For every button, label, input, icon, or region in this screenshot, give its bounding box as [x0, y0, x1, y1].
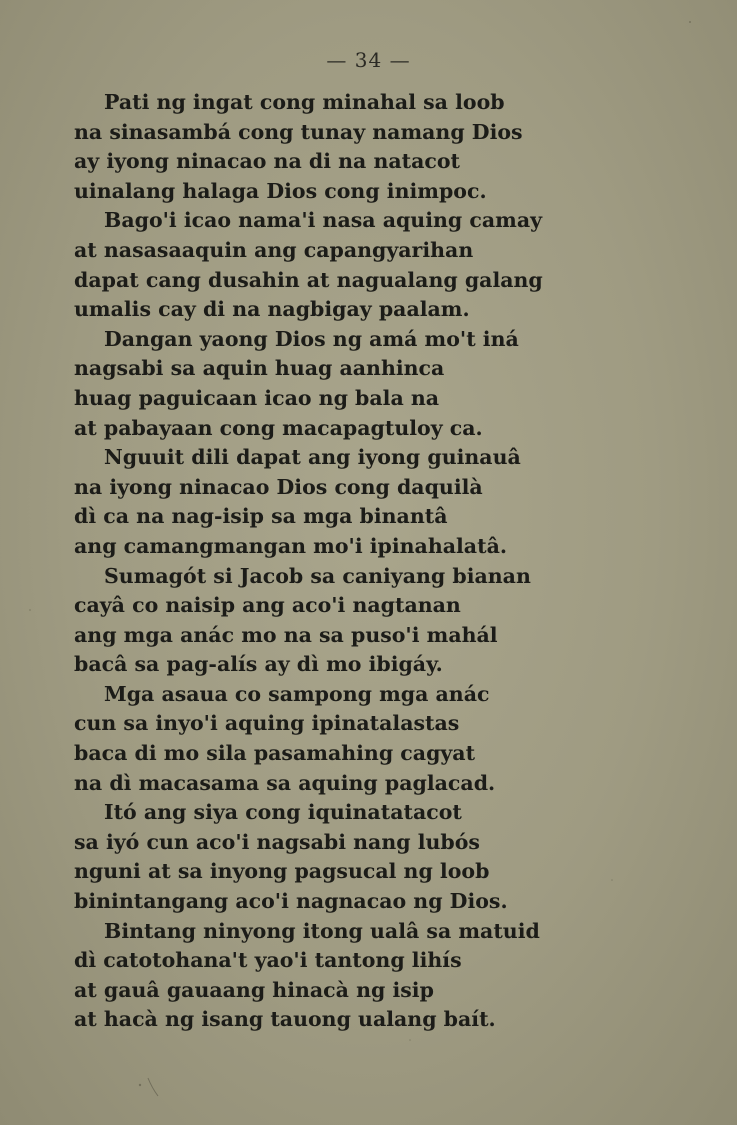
verse-line: ang mga anác mo na sa puso'i mahál [74, 622, 498, 647]
verse-line: dapat cang dusahin at nagualang galang [74, 267, 543, 292]
stanza [74, 88, 634, 206]
stanza [74, 325, 634, 443]
verse-line: na iyong ninacao Dios cong daquilà [74, 474, 483, 499]
poem-text [74, 88, 634, 1035]
verse-line: huag paguicaan icao ng bala na [74, 385, 440, 410]
verse-line: umalis cay di na nagbigay paalam. [74, 297, 470, 322]
verse-line: uinalang halaga Dios cong inimpoc. [74, 178, 487, 203]
page-number: — 34 — [326, 48, 411, 72]
verse-line: Nguuit dili dapat ang iyong guinauâ [104, 445, 521, 470]
stanza [74, 680, 634, 798]
verse-line: cun sa inyo'i aquing ipinatalastas [74, 711, 460, 736]
verse-line: Pati ng ingat cong minahal sa loob [104, 90, 505, 114]
verse-line: Bago'i icao nama'i nasa aquing camay [104, 208, 543, 233]
verse-line: Mga asaua co sampong mga anác [104, 681, 490, 706]
verse-line: dì ca na nag-isip sa mga binantâ [74, 504, 448, 529]
verse-line: dì catotohana't yao'i tantong lihís [74, 948, 462, 973]
verse-line: Itó ang siya cong iquinatatacot [104, 800, 462, 825]
verse-line: Bintang ninyong itong ualâ sa matuid [104, 918, 540, 943]
verse-line: nguni at sa inyong pagsucal ng loob [74, 859, 490, 884]
stanza [74, 206, 634, 324]
verse-line: bacâ sa pag-alís ay dì mo ibigáy. [74, 652, 443, 677]
verse-line: sa iyó cun aco'i nagsabi nang lubós [74, 829, 480, 854]
stanza [74, 798, 634, 916]
verse-line: at nasasaaquin ang capangyarihan [74, 237, 474, 262]
verse-line: at gauâ gauaang hinacà ng isip [74, 977, 434, 1002]
verse-line: nagsabi sa aquin huag aanhinca [74, 356, 445, 381]
verse-line: baca di mo sila pasamahing cagyat [74, 741, 476, 766]
stanza [74, 443, 634, 561]
verse-line: cayâ co naisip ang aco'i nagtanan [74, 593, 461, 618]
verse-line: ay iyong ninacao na di na natacot [74, 149, 461, 174]
verse-line: Sumagót si Jacob sa caniyang bianan [104, 563, 531, 588]
verse-line: na sinasambá cong tunay namang Dios [74, 119, 523, 144]
verse-line: binintangang aco'i nagnacao ng Dios. [74, 889, 508, 914]
verse-line: na dì macasama sa aquing paglacad. [74, 770, 496, 795]
verse-line: ang camangmangan mo'i ipinahalatâ. [74, 533, 507, 558]
stanza [74, 917, 634, 1035]
verse-line: at hacà ng isang tauong ualang baít. [74, 1007, 496, 1032]
verse-line: at pabayaan cong macapagtuloy ca. [74, 415, 483, 440]
stanza [74, 562, 634, 680]
verse-line: Dangan yaong Dios ng amá mo't iná [104, 326, 519, 351]
